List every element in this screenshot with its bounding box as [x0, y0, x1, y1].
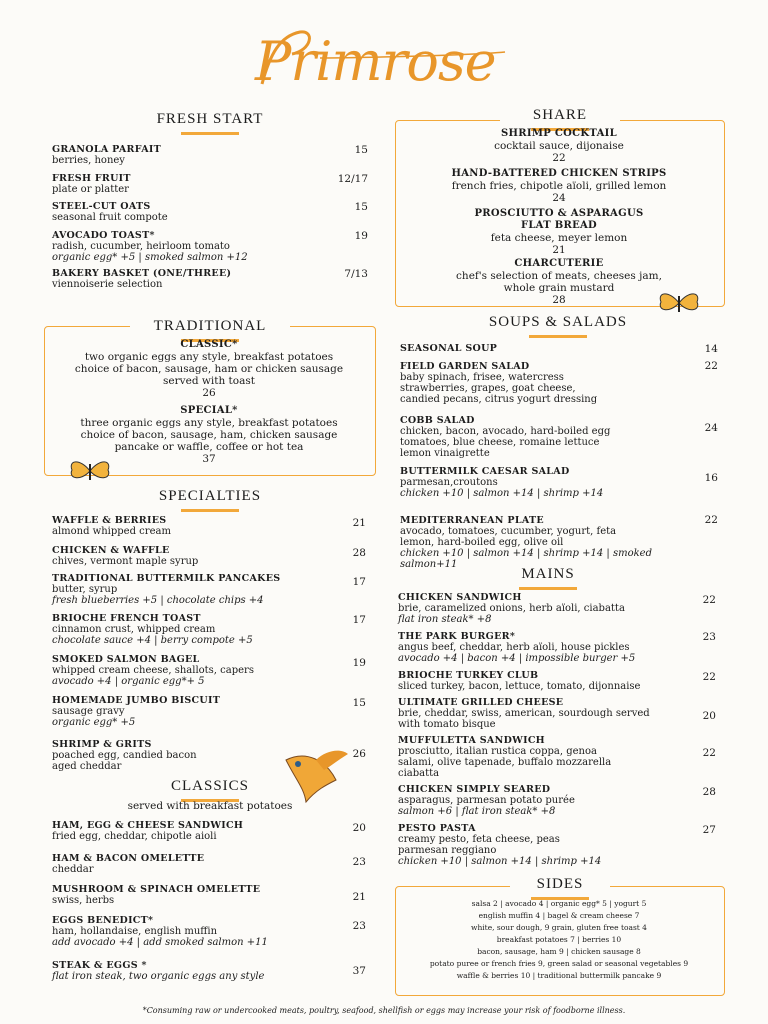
- item-description: whipped cream cheese, shallots, capers: [52, 665, 254, 676]
- item-addons: chicken +10 | salmon +14 | shrimp +14: [400, 488, 604, 499]
- menu-item: [398, 823, 688, 867]
- item-description: strawberries, grapes, goat cheese,: [400, 383, 576, 394]
- item-description: whole grain mustard: [503, 282, 615, 294]
- item-description: two organic eggs any style, breakfast potatoes: [84, 351, 334, 363]
- item-price: 22: [704, 360, 718, 372]
- menu-item: [400, 515, 700, 570]
- menu-item: [52, 960, 352, 982]
- item-price: 17: [352, 576, 366, 588]
- item-description: feta cheese, meyer lemon: [490, 232, 628, 244]
- item-name: MUFFULETTA SANDWICH: [398, 735, 545, 746]
- menu-item: [398, 735, 688, 779]
- item-name: PESTO PASTA: [398, 823, 476, 834]
- item-price: 22: [702, 594, 716, 606]
- item-description: fried egg, cheddar, chipotle aioli: [52, 831, 217, 842]
- item-name: SPECIAL*: [180, 405, 238, 416]
- item-name: STEAK & EGGS *: [52, 960, 147, 971]
- item-name: BRIOCHE FRENCH TOAST: [52, 613, 201, 624]
- menu-item: [52, 695, 352, 728]
- item-description: tomatoes, blue cheese, romaine lettuce: [400, 437, 600, 448]
- sides-line: waffle & berries 10 | traditional buttermilk pancake 9: [456, 971, 662, 980]
- item-addons: chocolate sauce +4 | berry compote +5: [52, 635, 253, 646]
- item-description: salami, olive tapenade, buffalo mozzarella: [398, 757, 612, 768]
- item-name: HAM, EGG & CHEESE SANDWICH: [52, 820, 244, 831]
- item-name: TRADITIONAL BUTTERMILK PANCAKES: [52, 573, 281, 584]
- menu-item: [405, 168, 713, 204]
- brand-name: Primrose: [255, 30, 496, 93]
- item-description: parmesan,croutons: [400, 477, 498, 488]
- item-addons: organic egg* +5: [52, 717, 136, 728]
- item-description: swiss, herbs: [52, 895, 115, 906]
- item-name: EGGS BENEDICT*: [52, 915, 154, 926]
- item-description: almond whipped cream: [52, 526, 171, 537]
- item-price: 22: [552, 152, 566, 164]
- item-name: THE PARK BURGER*: [398, 631, 516, 642]
- item-price: 19: [352, 657, 366, 669]
- item-price: 37: [352, 965, 366, 977]
- menu-item: [52, 573, 352, 606]
- item-description: choice of bacon, sausage, ham, chicken sausage: [80, 429, 338, 441]
- item-price: 15: [352, 697, 366, 709]
- item-description: lemon vinaigrette: [400, 448, 490, 459]
- item-description: served with toast: [163, 375, 255, 387]
- item-description: chives, vermont maple syrup: [52, 556, 199, 567]
- item-name: MUSHROOM & SPINACH OMELETTE: [52, 884, 261, 895]
- sides-line: english muffin 4 | bagel & cream cheese 7: [478, 911, 640, 920]
- item-name: HAM & BACON OMELETTE: [52, 853, 205, 864]
- sides-line: breakfast potatoes 7 | berries 10: [496, 935, 622, 944]
- soups-salads-title: SOUPS & SALADS: [448, 314, 668, 338]
- menu-item: [405, 208, 713, 256]
- item-description: viennoiserie selection: [52, 279, 163, 290]
- item-name: FIELD GARDEN SALAD: [400, 361, 530, 372]
- menu-item: [405, 128, 713, 164]
- menu-item: [52, 820, 352, 842]
- item-price: 15: [354, 144, 368, 156]
- menu-item: [52, 915, 352, 948]
- item-name: CLASSIC*: [180, 339, 238, 350]
- item-name: GRANOLA PARFAIT: [52, 144, 161, 155]
- butterfly-icon: [66, 456, 114, 486]
- item-description: cinnamon crust, whipped cream: [52, 624, 216, 635]
- item-price: 28: [702, 786, 716, 798]
- menu-item: [52, 515, 352, 537]
- item-price: 14: [704, 343, 718, 355]
- item-name: ULTIMATE GRILLED CHEESE: [398, 697, 564, 708]
- item-price: 28: [552, 294, 566, 306]
- item-addons: chicken +10 | salmon +14 | shrimp +14: [398, 856, 602, 867]
- menu-item: [52, 654, 352, 687]
- item-name: CHICKEN SIMPLY SEARED: [398, 784, 551, 795]
- item-addons: chicken +10 | salmon +14 | shrimp +14 | smoked salmon+11: [400, 548, 652, 570]
- sides-title: SIDES: [510, 876, 610, 900]
- item-addons: avocado +4 | bacon +4 | impossible burger +5: [398, 653, 636, 664]
- item-price: 20: [352, 822, 366, 834]
- item-description: creamy pesto, feta cheese, peas: [398, 834, 560, 845]
- item-price: 24: [552, 192, 566, 204]
- item-description: brie, caramelized onions, herb aïoli, ciabatta: [398, 603, 625, 614]
- menu-item: [52, 853, 352, 875]
- item-name: SHRIMP & GRITS: [52, 739, 152, 750]
- sides-line: white, sour dough, 9 grain, gluten free toast 4: [471, 923, 647, 932]
- item-description: sliced turkey, bacon, lettuce, tomato, dijonnaise: [398, 681, 641, 692]
- menu-item: [400, 466, 700, 499]
- classics-subtitle: served with breakfast potatoes: [127, 800, 293, 812]
- menu-item: [398, 592, 688, 625]
- item-description: chicken, bacon, avocado, hard-boiled egg: [400, 426, 611, 437]
- item-description: asparagus, parmesan potato purée: [398, 795, 575, 806]
- item-description: prosciutto, italian rustica coppa, genoa: [398, 746, 597, 757]
- menu-item: [398, 784, 688, 817]
- sides-line: potato puree or french fries 9, green salad or seasonal vegetables 9: [429, 959, 689, 968]
- item-name: FLAT BREAD: [520, 220, 598, 231]
- menu-item: [52, 268, 352, 290]
- item-name: HAND-BATTERED CHICKEN STRIPS: [451, 168, 667, 179]
- item-price: 12/17: [337, 173, 368, 185]
- item-description: baby spinach, frisee, watercress: [400, 372, 564, 383]
- item-description: cheddar: [52, 864, 94, 875]
- item-addons: avocado +4 | organic egg*+ 5: [52, 676, 205, 687]
- item-price: 22: [702, 671, 716, 683]
- item-addons: flat iron steak* +8: [398, 614, 492, 625]
- item-description: pancake or waffle, coffee or hot tea: [114, 441, 304, 453]
- item-name: SHRIMP COCKTAIL: [501, 128, 617, 139]
- item-price: 28: [352, 547, 366, 559]
- item-price: 21: [352, 517, 366, 529]
- item-description: french fries, chipotle aïoli, grilled lemon: [451, 180, 667, 192]
- item-price: 27: [702, 824, 716, 836]
- menu-item: [52, 173, 352, 195]
- menu-item: [398, 631, 688, 664]
- item-description: seasonal fruit compote: [52, 212, 168, 223]
- item-addons: organic egg* +5 | smoked salmon +12: [52, 252, 248, 263]
- item-description: angus beef, cheddar, herb aïoli, house pickles: [398, 642, 630, 653]
- item-description: avocado, tomatoes, cucumber, yogurt, feta: [400, 526, 617, 537]
- menu-item: [398, 697, 688, 730]
- fresh-start-title: FRESH START: [120, 111, 300, 135]
- menu-item: [400, 343, 700, 354]
- menu-item: [52, 144, 352, 166]
- item-name: CHARCUTERIE: [514, 258, 604, 269]
- menu-item: [52, 545, 352, 567]
- item-name: CHICKEN & WAFFLE: [52, 545, 170, 556]
- item-price: 15: [354, 201, 368, 213]
- item-price: 16: [704, 472, 718, 484]
- item-description: lemon, hard-boiled egg, olive oil: [400, 537, 564, 548]
- item-name: SMOKED SALMON BAGEL: [52, 654, 200, 665]
- sides-list: [400, 898, 718, 982]
- item-price: 22: [704, 514, 718, 526]
- item-description: berries, honey: [52, 155, 125, 166]
- item-price: 37: [202, 453, 216, 465]
- item-price: 22: [702, 747, 716, 759]
- item-description: poached egg, candied bacon: [52, 750, 197, 761]
- item-name: BAKERY BASKET (ONE/THREE): [52, 268, 232, 279]
- item-name: MEDITERRANEAN PLATE: [400, 515, 544, 526]
- item-description: butter, syrup: [52, 584, 118, 595]
- item-description: three organic eggs any style, breakfast potatoes: [80, 417, 338, 429]
- sides-line: salsa 2 | avocado 4 | organic egg* 5 | yogurt 5: [471, 899, 647, 908]
- item-price: 24: [704, 422, 718, 434]
- item-description: parmesan reggiano: [398, 845, 497, 856]
- menu-item: [52, 230, 352, 263]
- item-addons: add avocado +4 | add smoked salmon +11: [52, 937, 268, 948]
- item-description: cocktail sauce, dijonaise: [494, 140, 624, 152]
- item-name: BUTTERMILK CAESAR SALAD: [400, 466, 570, 477]
- item-name: HOMEMADE JUMBO BISCUIT: [52, 695, 221, 706]
- classics-title: CLASSICS: [110, 778, 310, 802]
- item-price: 23: [352, 920, 366, 932]
- logo: [0, 14, 768, 98]
- menu-item: [52, 884, 352, 906]
- item-description: plate or platter: [52, 184, 129, 195]
- item-description: ham, hollandaise, english muffin: [52, 926, 218, 937]
- menu-item: [400, 415, 700, 459]
- item-price: 17: [352, 614, 366, 626]
- item-name: BRIOCHE TURKEY CLUB: [398, 670, 539, 681]
- item-price: 26: [352, 748, 366, 760]
- item-name: COBB SALAD: [400, 415, 475, 426]
- item-description: with tomato bisque: [398, 719, 496, 730]
- item-price: 20: [702, 710, 716, 722]
- item-description: chef's selection of meats, cheeses jam,: [456, 270, 662, 282]
- item-description: choice of bacon, sausage, ham or chicken sausage: [74, 363, 344, 375]
- item-price: 21: [352, 891, 366, 903]
- menu-item: [400, 361, 700, 405]
- item-description: brie, cheddar, swiss, american, sourdough served: [398, 708, 650, 719]
- footnote: *Consuming raw or undercooked meats, poultry, seafood, shellfish or eggs may increase your risk of foodborne illness.: [142, 1006, 626, 1015]
- item-price: 23: [702, 631, 716, 643]
- item-addons: flat iron steak, two organic eggs any style: [52, 971, 265, 982]
- sides-line: bacon, sausage, ham 9 | chicken sausage 8: [477, 947, 641, 956]
- item-price: 19: [354, 230, 368, 242]
- item-name: PROSCIUTTO & ASPARAGUS: [474, 208, 644, 219]
- menu-item: [52, 201, 352, 223]
- traditional-title: TRADITIONAL: [130, 318, 290, 342]
- item-name: WAFFLE & BERRIES: [52, 515, 167, 526]
- item-name: SEASONAL SOUP: [400, 343, 498, 354]
- item-price: 7/13: [344, 268, 368, 280]
- menu-item: [398, 670, 688, 692]
- item-description: candied pecans, citrus yogurt dressing: [400, 394, 598, 405]
- menu-item: [52, 613, 352, 646]
- item-description: radish, cucumber, heirloom tomato: [52, 241, 230, 252]
- item-name: CHICKEN SANDWICH: [398, 592, 522, 603]
- specialties-title: SPECIALTIES: [110, 488, 310, 512]
- item-price: 26: [202, 387, 216, 399]
- item-name: FRESH FRUIT: [52, 173, 131, 184]
- item-addons: fresh blueberries +5 | chocolate chips +4: [52, 595, 264, 606]
- item-name: AVOCADO TOAST*: [52, 230, 155, 241]
- item-name: STEEL-CUT OATS: [52, 201, 151, 212]
- share-title: SHARE: [500, 107, 620, 131]
- item-description: sausage gravy: [52, 706, 125, 717]
- item-addons: salmon +6 | flat iron steak* +8: [398, 806, 556, 817]
- item-price: 21: [552, 244, 566, 256]
- item-description: ciabatta: [398, 768, 440, 779]
- mains-title: MAINS: [478, 566, 618, 590]
- menu-item: [54, 339, 364, 399]
- item-price: 23: [352, 856, 366, 868]
- item-description: aged cheddar: [52, 761, 122, 772]
